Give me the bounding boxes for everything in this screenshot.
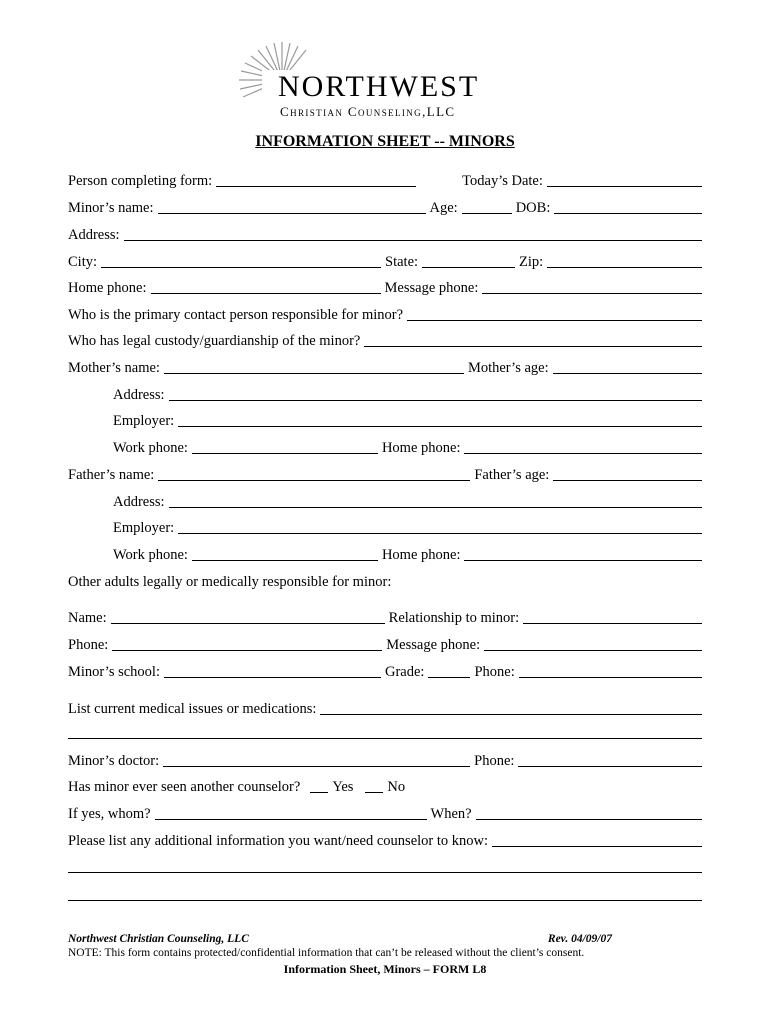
mother-address-label: Address: [113, 387, 165, 403]
message-phone2-label: Message phone: [386, 637, 481, 653]
phone-label: Phone: [68, 637, 109, 653]
no-label: No [387, 779, 406, 795]
row-father-address [113, 493, 702, 511]
seen-counselor-label: Has minor ever seen another counselor? [68, 779, 301, 795]
relationship-field[interactable] [523, 622, 702, 624]
mothers-name-field[interactable] [164, 372, 464, 374]
if-yes-whom-field[interactable] [155, 818, 427, 820]
row-father-employer [113, 519, 702, 537]
message-phone-label: Message phone: [384, 280, 479, 296]
mother-home-phone-label: Home phone: [381, 440, 461, 456]
father-address-label: Address: [113, 494, 165, 510]
minors-name-label: Minor’s name: [68, 200, 154, 216]
school-phone-field[interactable] [519, 676, 702, 678]
other-adults-label: Other adults legally or medically responsible for minor: [68, 574, 392, 590]
mother-work-phone-field[interactable] [192, 452, 378, 454]
mother-home-phone-field[interactable] [464, 452, 702, 454]
home-phone-field[interactable] [151, 292, 381, 294]
state-field[interactable] [422, 266, 515, 268]
todays-date-field[interactable] [547, 185, 702, 187]
city-label: City: [68, 254, 98, 270]
father-home-phone-field[interactable] [464, 559, 702, 561]
legal-custody-field[interactable] [364, 345, 702, 347]
form-title: INFORMATION SHEET -- MINORS [255, 133, 515, 150]
row-minors-name [68, 199, 702, 217]
name-label: Name: [68, 610, 107, 626]
additional-info-field[interactable] [492, 845, 702, 847]
row-other-name [68, 609, 702, 627]
fathers-age-label: Father’s age: [474, 467, 550, 483]
relationship-label: Relationship to minor: [388, 610, 520, 626]
minors-school-field[interactable] [164, 676, 381, 678]
row-city [68, 253, 702, 271]
address-label: Address: [68, 227, 120, 243]
minors-doctor-label: Minor’s doctor: [68, 753, 160, 769]
row-minors-doctor [68, 752, 702, 770]
zip-label: Zip: [519, 254, 544, 270]
row-legal-custody [68, 332, 702, 350]
father-work-phone-field[interactable] [192, 559, 378, 561]
row-mother-employer [113, 412, 702, 430]
footer-form-id: Information Sheet, Minors – FORM L8 [283, 962, 487, 976]
logo-name: NORTHWEST [278, 70, 480, 103]
additional-info-blank-line-1[interactable] [68, 872, 702, 873]
name-field[interactable] [111, 622, 385, 624]
phone-field[interactable] [112, 649, 382, 651]
row-fathers-name [68, 466, 702, 484]
fathers-age-field[interactable] [553, 479, 702, 481]
footer-company: Northwest Christian Counseling, LLC [68, 933, 249, 945]
primary-contact-label: Who is the primary contact person responsible for minor? [68, 307, 404, 323]
dob-label: DOB: [515, 200, 551, 216]
additional-info-label: Please list any additional information you want/need counselor to know: [68, 833, 489, 849]
home-phone-label: Home phone: [68, 280, 147, 296]
person-completing-field[interactable] [216, 185, 416, 187]
row-medical-issues [68, 700, 702, 718]
row-primary-contact [68, 306, 702, 324]
mother-work-phone-label: Work phone: [113, 440, 188, 456]
todays-date-label: Today’s Date: [462, 173, 543, 189]
row-mothers-name [68, 359, 702, 377]
mother-address-field[interactable] [169, 399, 702, 401]
person-completing-label: Person completing form: [68, 173, 213, 189]
row-other-phone [68, 636, 702, 654]
zip-field[interactable] [547, 266, 702, 268]
footer-header [68, 933, 702, 945]
row-person-completing [68, 172, 702, 190]
doctor-phone-label: Phone: [474, 753, 515, 769]
row-seen-counselor [68, 778, 702, 796]
address-field[interactable] [124, 239, 702, 241]
yes-checkbox-line[interactable] [310, 791, 328, 793]
father-work-phone-label: Work phone: [113, 547, 188, 563]
mothers-age-field[interactable] [553, 372, 702, 374]
minors-doctor-field[interactable] [163, 765, 470, 767]
medical-issues-field[interactable] [320, 713, 702, 715]
dob-field[interactable] [554, 212, 702, 214]
footer-note: NOTE: This form contains protected/confidential information that can’t be released without the client’s consent. [68, 947, 585, 959]
grade-label: Grade: [384, 664, 425, 680]
city-field[interactable] [101, 266, 381, 268]
medical-issues-label: List current medical issues or medications: [68, 701, 317, 717]
message-phone-field[interactable] [482, 292, 702, 294]
row-address [68, 226, 702, 244]
primary-contact-field[interactable] [407, 319, 702, 321]
row-other-adults [68, 573, 702, 591]
school-phone-label: Phone: [474, 664, 515, 680]
row-minors-school [68, 663, 702, 681]
fathers-name-label: Father’s name: [68, 467, 155, 483]
row-additional-info [68, 832, 702, 850]
mother-employer-label: Employer: [113, 413, 175, 429]
age-label: Age: [429, 200, 458, 216]
father-home-phone-label: Home phone: [381, 547, 461, 563]
minors-name-field[interactable] [158, 212, 426, 214]
mothers-name-label: Mother’s name: [68, 360, 160, 376]
mothers-age-label: Mother’s age: [467, 360, 549, 376]
medical-issues-blank-line[interactable] [68, 738, 702, 739]
yes-label: Yes [332, 779, 354, 795]
minors-school-label: Minor’s school: [68, 664, 160, 680]
company-logo [232, 40, 532, 120]
age-field[interactable] [462, 212, 512, 214]
if-yes-whom-label: If yes, whom? [68, 806, 151, 822]
when-field[interactable] [476, 818, 702, 820]
logo-subtitle: Christian Counseling,LLC [280, 104, 456, 119]
father-employer-label: Employer: [113, 520, 175, 536]
fathers-name-field[interactable] [158, 479, 470, 481]
father-employer-field[interactable] [178, 532, 702, 534]
father-address-field[interactable] [169, 506, 702, 508]
message-phone2-field[interactable] [484, 649, 702, 651]
row-mother-address [113, 386, 702, 404]
row-mother-phones [113, 439, 702, 457]
row-father-phones [113, 546, 702, 564]
doctor-phone-field[interactable] [518, 765, 702, 767]
additional-info-blank-line-2[interactable] [68, 900, 702, 901]
grade-field[interactable] [428, 676, 470, 678]
state-label: State: [385, 254, 419, 270]
footer-revision: Rev. 04/09/07 [547, 933, 612, 945]
row-if-yes-whom [68, 805, 702, 823]
when-label: When? [430, 806, 472, 822]
no-checkbox-line[interactable] [365, 791, 383, 793]
legal-custody-label: Who has legal custody/guardianship of the minor? [68, 333, 361, 349]
mother-employer-field[interactable] [178, 425, 702, 427]
row-home-phone [68, 279, 702, 297]
